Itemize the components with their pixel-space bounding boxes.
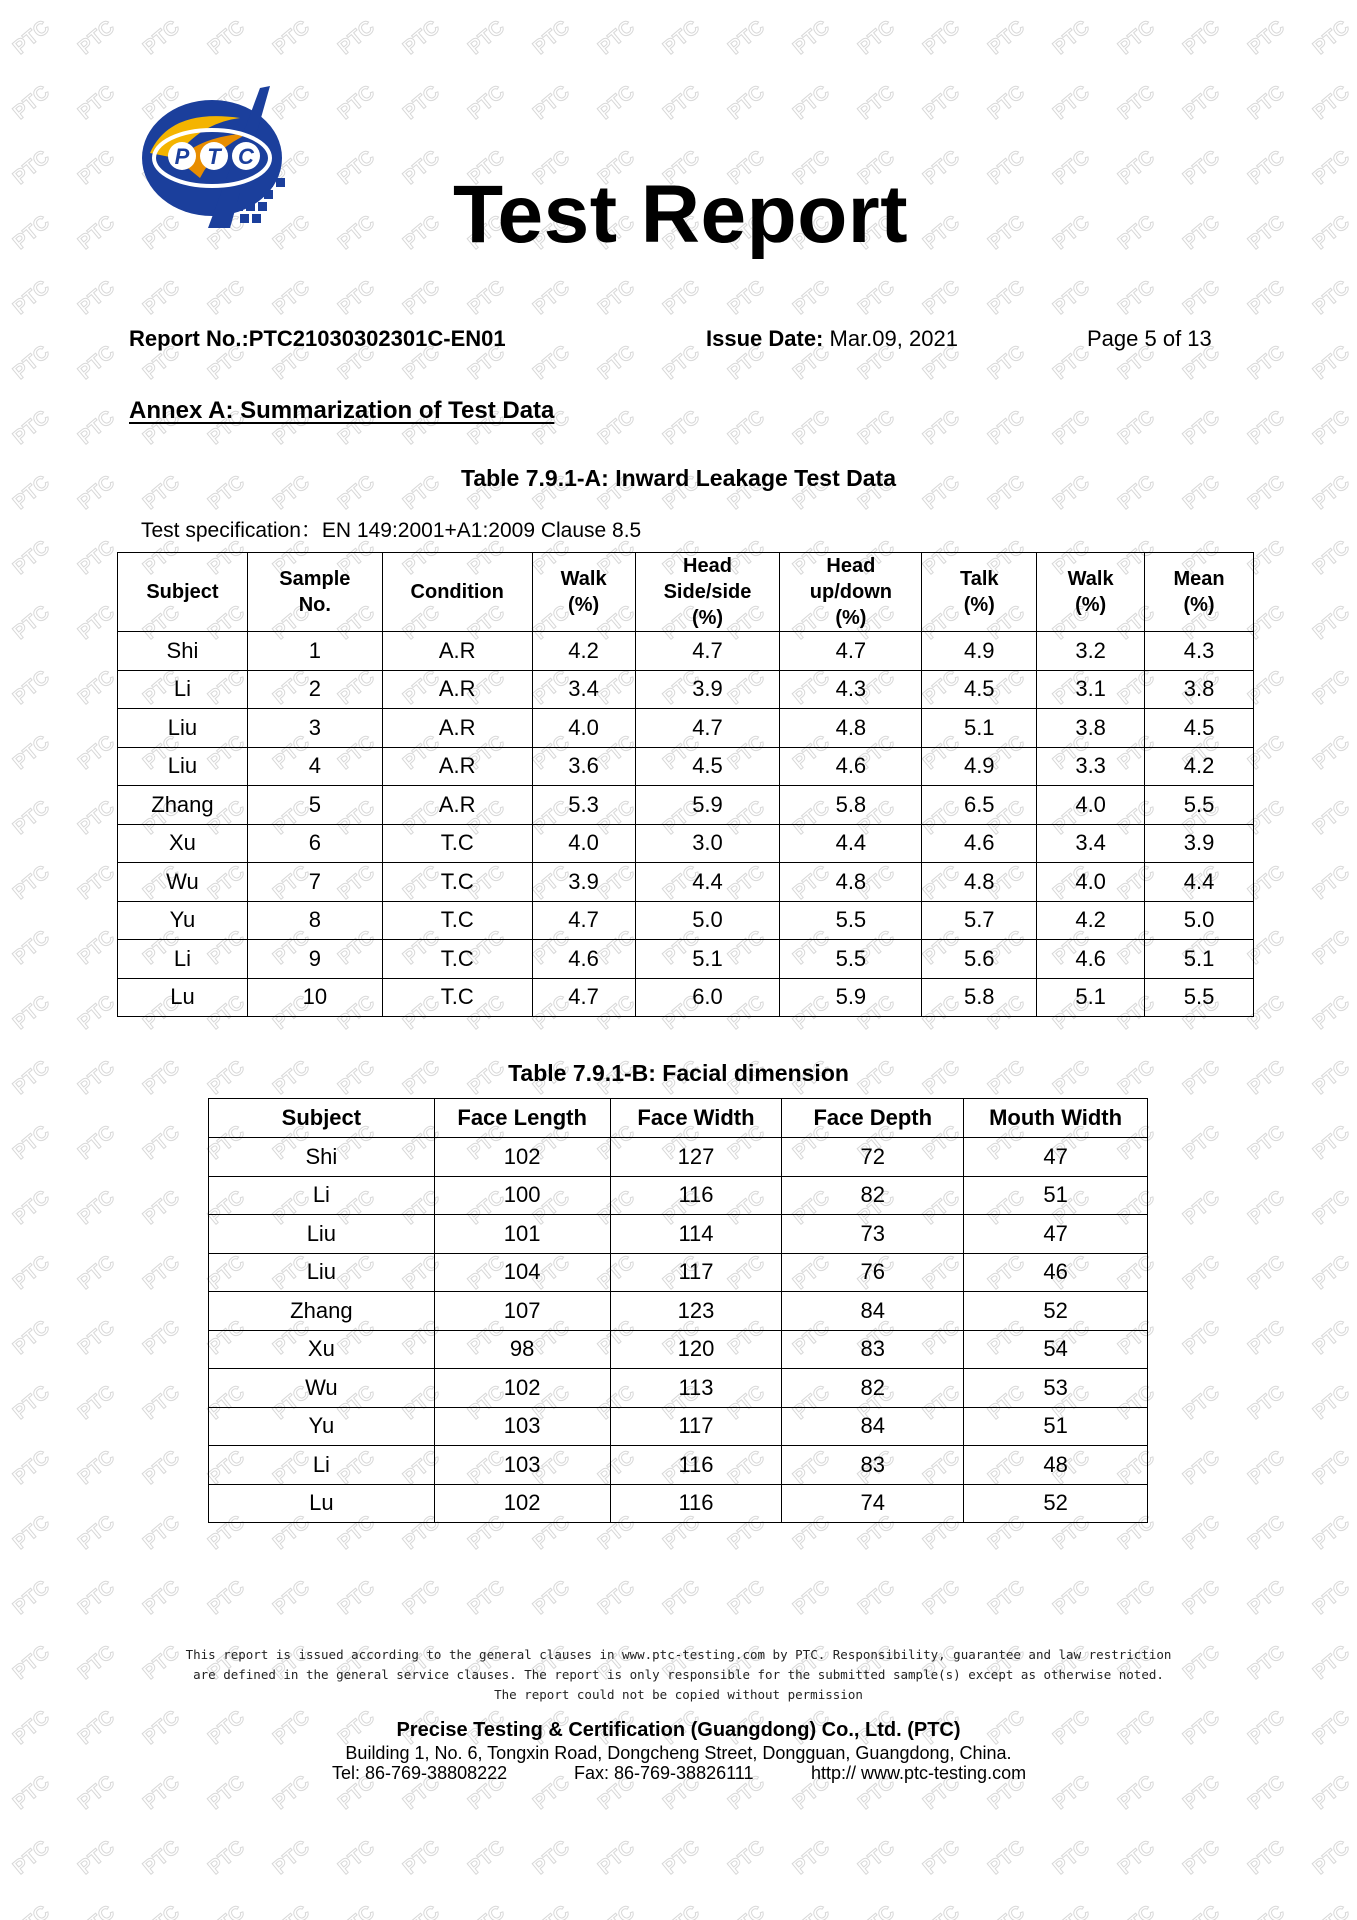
table-cell: 73 <box>782 1215 964 1254</box>
table-cell: 4.3 <box>1145 632 1254 671</box>
table-cell: 120 <box>610 1330 782 1369</box>
table-a-header-row <box>118 553 1254 632</box>
table-cell: 72 <box>782 1138 964 1177</box>
table-a-column-header <box>635 553 780 632</box>
table-cell: 53 <box>964 1369 1148 1408</box>
table-cell: 82 <box>782 1369 964 1408</box>
table-cell: 4.8 <box>922 863 1037 902</box>
table-cell: 4.7 <box>780 632 922 671</box>
table-cell: 4.7 <box>532 901 635 940</box>
column-header-line: No. <box>298 594 331 616</box>
table-row <box>209 1369 1148 1408</box>
table-cell: Liu <box>209 1253 435 1292</box>
column-header-line: (%) <box>568 594 600 616</box>
table-cell: 5.5 <box>1145 786 1254 825</box>
table-cell: 83 <box>782 1330 964 1369</box>
company-tel: Tel: 86-769-38808222 <box>332 1763 508 1783</box>
table-cell: 8 <box>247 901 382 940</box>
table-cell: 5.1 <box>1037 978 1145 1017</box>
table-cell: 3.9 <box>635 670 780 709</box>
table-cell: 5.5 <box>1145 978 1254 1017</box>
table-cell: 4.7 <box>532 978 635 1017</box>
table-cell: Li <box>118 670 248 709</box>
table-cell: 3.9 <box>1145 824 1254 863</box>
table-a-title: Table 7.9.1-A: Inward Leakage Test Data <box>460 465 896 491</box>
table-cell: 113 <box>610 1369 782 1408</box>
table-b-column-header: Face Width <box>610 1099 782 1138</box>
table-cell: 4.6 <box>780 747 922 786</box>
table-cell: Li <box>209 1176 435 1215</box>
table-cell: Shi <box>209 1138 435 1177</box>
table-cell: T.C <box>382 901 532 940</box>
table-cell: 3.8 <box>1145 670 1254 709</box>
report-title: Test Report <box>452 169 909 260</box>
table-cell: 4.0 <box>532 824 635 863</box>
column-header-line: Subject <box>146 581 219 603</box>
table-cell: 4.9 <box>922 747 1037 786</box>
table-cell: 2 <box>247 670 382 709</box>
table-cell: 114 <box>610 1215 782 1254</box>
table-cell: 5 <box>247 786 382 825</box>
column-header-line: Condition <box>410 581 504 603</box>
table-row <box>118 670 1254 709</box>
column-header-line: Head <box>826 555 876 577</box>
table-cell: 5.8 <box>780 786 922 825</box>
report-number: Report No.:PTC21030302301C-EN01 <box>129 326 506 351</box>
column-header-line: Walk <box>1067 568 1114 590</box>
table-cell: 10 <box>247 978 382 1017</box>
table-cell: 5.1 <box>1145 940 1254 979</box>
table-cell: 5.1 <box>922 709 1037 748</box>
table-cell: A.R <box>382 747 532 786</box>
table-cell: 104 <box>434 1253 610 1292</box>
table-row <box>209 1138 1148 1177</box>
table-a-column-header <box>1145 553 1254 632</box>
table-a-column-header <box>922 553 1037 632</box>
company-name: Precise Testing & Certification (Guangdong) Co., Ltd. (PTC) <box>396 1719 961 1741</box>
table-cell: Zhang <box>118 786 248 825</box>
table-cell: 4.7 <box>635 632 780 671</box>
table-cell: 3.6 <box>532 747 635 786</box>
table-cell: 5.5 <box>780 940 922 979</box>
column-header-line: Talk <box>959 568 999 590</box>
table-cell: 4.0 <box>1037 786 1145 825</box>
table-cell: 6.5 <box>922 786 1037 825</box>
table-cell: 3 <box>247 709 382 748</box>
table-row <box>118 863 1254 902</box>
table-cell: 9 <box>247 940 382 979</box>
table-cell: Lu <box>118 978 248 1017</box>
table-cell: 4.4 <box>635 863 780 902</box>
table-cell: 54 <box>964 1330 1148 1369</box>
page-number: Page 5 of 13 <box>1087 326 1212 351</box>
table-cell: 84 <box>782 1407 964 1446</box>
table-row <box>118 632 1254 671</box>
table-cell: 52 <box>964 1292 1148 1331</box>
table-cell: 4.4 <box>780 824 922 863</box>
table-cell: 5.3 <box>532 786 635 825</box>
table-cell: 5.1 <box>635 940 780 979</box>
svg-text:P: P <box>174 144 190 169</box>
table-cell: 51 <box>964 1407 1148 1446</box>
column-header-line: Head <box>683 555 732 577</box>
table-row <box>118 978 1254 1017</box>
column-header-line: (%) <box>835 607 867 629</box>
table-cell: 103 <box>434 1446 610 1485</box>
table-cell: 116 <box>610 1484 782 1523</box>
table-row <box>209 1215 1148 1254</box>
table-cell: 5.7 <box>922 901 1037 940</box>
table-cell: 4.0 <box>532 709 635 748</box>
table-cell: T.C <box>382 863 532 902</box>
issue-date-value: Mar.09, 2021 <box>823 326 958 351</box>
table-a-column-header <box>382 553 532 632</box>
table-cell: 47 <box>964 1215 1148 1254</box>
svg-text:C: C <box>238 144 254 169</box>
table-cell: 102 <box>434 1138 610 1177</box>
table-a-column-header <box>1037 553 1145 632</box>
annex-title: Annex A: Summarization of Test Data <box>129 397 555 424</box>
table-cell: 7 <box>247 863 382 902</box>
table-cell: 4.6 <box>532 940 635 979</box>
table-cell: 3.4 <box>1037 824 1145 863</box>
table-cell: 5.9 <box>635 786 780 825</box>
column-header-line: (%) <box>691 607 724 629</box>
table-cell: Li <box>118 940 248 979</box>
table-cell: Liu <box>209 1215 435 1254</box>
table-cell: 102 <box>434 1369 610 1408</box>
table-cell: Shi <box>118 632 248 671</box>
table-cell: Li <box>209 1446 435 1485</box>
table-cell: Liu <box>118 709 248 748</box>
issue-date-label: Issue Date: <box>706 326 824 351</box>
table-cell: 116 <box>610 1176 782 1215</box>
table-cell: 48 <box>964 1446 1148 1485</box>
table-cell: Lu <box>209 1484 435 1523</box>
company-website: http:// www.ptc-testing.com <box>811 1763 1027 1783</box>
table-row <box>118 940 1254 979</box>
svg-text:T: T <box>207 144 221 169</box>
inward-leakage-table <box>117 552 1254 1017</box>
facial-dimension-table <box>208 1098 1148 1523</box>
column-header-line: Mean <box>1173 568 1225 590</box>
table-row <box>209 1330 1148 1369</box>
table-cell: Yu <box>118 901 248 940</box>
table-cell: 4.5 <box>635 747 780 786</box>
table-cell: 46 <box>964 1253 1148 1292</box>
table-cell: 5.0 <box>635 901 780 940</box>
column-header-line: (%) <box>963 594 995 616</box>
disclaimer-line: are defined in the general service clauses. The report is only responsible for the submitted sample(s) except as otherwise noted. <box>193 1667 1164 1682</box>
table-cell: Yu <box>209 1407 435 1446</box>
table-cell: 4.6 <box>922 824 1037 863</box>
table-cell: A.R <box>382 709 532 748</box>
table-cell: 83 <box>782 1446 964 1485</box>
table-cell: 6.0 <box>635 978 780 1017</box>
company-address: Building 1, No. 6, Tongxin Road, Dongcheng Street, Dongguan, Guangdong, China. <box>345 1743 1012 1763</box>
table-cell: 4.3 <box>780 670 922 709</box>
table-row <box>118 709 1254 748</box>
disclaimer-line: The report could not be copied without permission <box>494 1687 863 1702</box>
table-cell: A.R <box>382 786 532 825</box>
table-cell: T.C <box>382 824 532 863</box>
disclaimer <box>0 1645 1357 1705</box>
column-header-line: up/down <box>809 581 892 603</box>
table-cell: 127 <box>610 1138 782 1177</box>
table-a-column-header <box>780 553 922 632</box>
table-cell: 98 <box>434 1330 610 1369</box>
table-cell: Zhang <box>209 1292 435 1331</box>
table-cell: 4 <box>247 747 382 786</box>
table-cell: A.R <box>382 632 532 671</box>
table-row <box>209 1176 1148 1215</box>
table-cell: Xu <box>209 1330 435 1369</box>
table-cell: 116 <box>610 1446 782 1485</box>
table-row <box>209 1407 1148 1446</box>
table-cell: 5.5 <box>780 901 922 940</box>
table-cell: 1 <box>247 632 382 671</box>
table-cell: 101 <box>434 1215 610 1254</box>
table-a-column-header <box>532 553 635 632</box>
table-b-header-row <box>209 1099 1148 1138</box>
table-cell: 4.8 <box>780 709 922 748</box>
table-row <box>209 1484 1148 1523</box>
table-b-column-header: Face Length <box>434 1099 610 1138</box>
company-fax: Fax: 86-769-38826111 <box>574 1763 754 1783</box>
table-cell: 5.0 <box>1145 901 1254 940</box>
table-row <box>118 824 1254 863</box>
table-cell: 4.7 <box>635 709 780 748</box>
table-row <box>118 901 1254 940</box>
table-cell: Liu <box>118 747 248 786</box>
table-cell: T.C <box>382 940 532 979</box>
table-cell: 47 <box>964 1138 1148 1177</box>
table-cell: 4.5 <box>922 670 1037 709</box>
table-cell: 3.0 <box>635 824 780 863</box>
table-cell: 84 <box>782 1292 964 1331</box>
table-cell: 4.2 <box>1145 747 1254 786</box>
disclaimer-line: This report is issued according to the general clauses in www.ptc-testing.com by PTC. Responsibility, guarantee and law restriction <box>185 1647 1172 1662</box>
table-cell: 4.8 <box>780 863 922 902</box>
table-cell: 3.3 <box>1037 747 1145 786</box>
table-cell: 117 <box>610 1407 782 1446</box>
table-cell: 4.2 <box>532 632 635 671</box>
table-cell: 52 <box>964 1484 1148 1523</box>
table-cell: 51 <box>964 1176 1148 1215</box>
table-cell: Xu <box>118 824 248 863</box>
table-cell: A.R <box>382 670 532 709</box>
table-cell: 4.9 <box>922 632 1037 671</box>
column-header-line: Sample <box>279 568 351 590</box>
table-cell: 4.4 <box>1145 863 1254 902</box>
table-cell: 6 <box>247 824 382 863</box>
issue-date <box>706 326 958 352</box>
table-a-column-header <box>247 553 382 632</box>
table-cell: Wu <box>118 863 248 902</box>
table-row <box>209 1292 1148 1331</box>
table-cell: 3.4 <box>532 670 635 709</box>
column-header-line: (%) <box>1075 594 1107 616</box>
table-cell: 4.6 <box>1037 940 1145 979</box>
table-b-column-header: Face Depth <box>782 1099 964 1138</box>
table-row <box>118 786 1254 825</box>
table-cell: 100 <box>434 1176 610 1215</box>
table-cell: 82 <box>782 1176 964 1215</box>
table-cell: 74 <box>782 1484 964 1523</box>
table-cell: 107 <box>434 1292 610 1331</box>
table-cell: 103 <box>434 1407 610 1446</box>
table-b-column-header: Subject <box>209 1099 435 1138</box>
table-cell: 4.2 <box>1037 901 1145 940</box>
table-row <box>209 1253 1148 1292</box>
table-cell: 3.1 <box>1037 670 1145 709</box>
table-cell: 3.2 <box>1037 632 1145 671</box>
table-cell: 4.0 <box>1037 863 1145 902</box>
table-cell: 5.6 <box>922 940 1037 979</box>
table-cell: 117 <box>610 1253 782 1292</box>
table-cell: 123 <box>610 1292 782 1331</box>
table-b-column-header: Mouth Width <box>964 1099 1148 1138</box>
column-header-line: Walk <box>560 568 607 590</box>
table-row <box>118 747 1254 786</box>
table-cell: Wu <box>209 1369 435 1408</box>
table-cell: 76 <box>782 1253 964 1292</box>
table-cell: 5.8 <box>922 978 1037 1017</box>
test-specification: Test specification：EN 149:2001+A1:2009 Clause 8.5 <box>141 519 642 542</box>
table-cell: 3.8 <box>1037 709 1145 748</box>
column-header-line: Side/side <box>663 581 752 603</box>
column-header-line: (%) <box>1183 594 1215 616</box>
table-cell: 5.9 <box>780 978 922 1017</box>
table-row <box>209 1446 1148 1485</box>
table-a-column-header <box>118 553 248 632</box>
table-cell: T.C <box>382 978 532 1017</box>
table-b-title: Table 7.9.1-B: Facial dimension <box>508 1060 849 1086</box>
table-cell: 4.5 <box>1145 709 1254 748</box>
table-cell: 102 <box>434 1484 610 1523</box>
table-cell: 3.9 <box>532 863 635 902</box>
